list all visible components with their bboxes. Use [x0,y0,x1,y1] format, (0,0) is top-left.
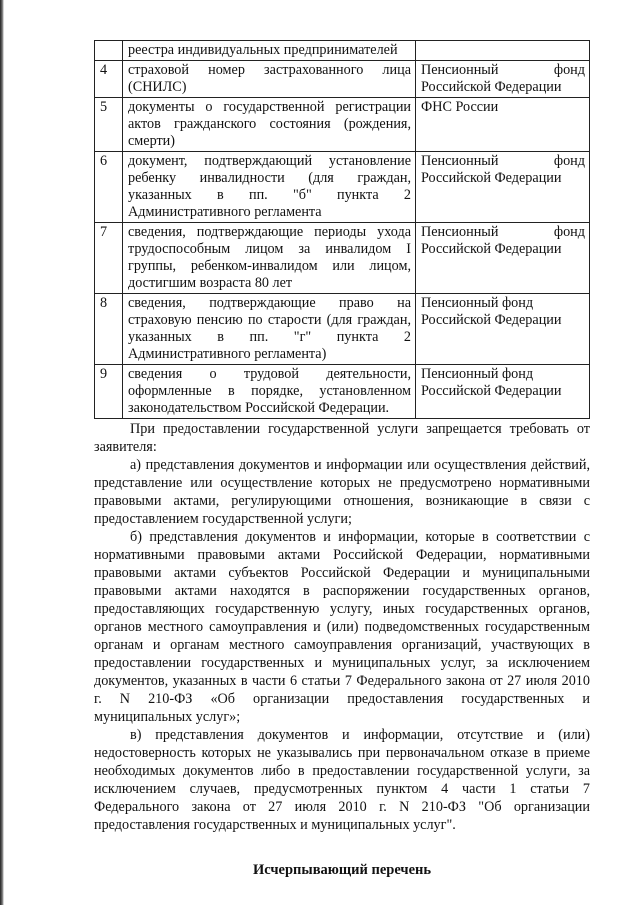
document-name: документ, подтверждающий установление ребенку инвалидности (для граждан, указанных в пп. "б" пункта 2 Административного регламента [123,152,416,223]
organization-line: Пенсионный фонд [421,295,534,311]
table-row [95,98,590,152]
row-number [95,41,123,61]
organization-word: фонд [553,153,585,169]
organization-line: Российской Федерации [421,312,562,328]
row-number: 8 [95,294,123,365]
table-row [95,365,590,419]
documents-table [94,40,590,419]
document-name: сведения, подтверждающие право на страховую пенсию по старости (для граждан, указанных в пп. "г" пункта 2 Административного регламента) [123,294,416,365]
organization-cell [416,61,590,98]
organization-cell [416,223,590,294]
organization-line: ФНС России [421,99,499,115]
organization-cell [416,152,590,223]
organization-line [421,153,585,170]
organization-line [421,62,585,79]
document-name: реестра индивидуальных предпринимателей [123,41,416,61]
organization-line: Российской Федерации [421,79,562,95]
organization-cell [416,294,590,365]
table-row [95,294,590,365]
organization-word: Пенсионный [421,62,499,78]
table-row [95,152,590,223]
section-heading: Исчерпывающий перечень [252,862,432,878]
organization-word: фонд [553,62,585,78]
table-row [95,41,590,61]
organization-line: Российской Федерации [421,170,562,186]
document-name: документы о государственной регистрации актов гражданского состояния (рождения, смерти) [123,98,416,152]
paragraph-c: в) представления документов и информации, отсутствие и (или) недостоверность которых не указывались при первоначальном отказе в приеме необходимых документов либо в предоставлении государственной услуги, за исключением случаев, предусмотренных пунктом 4 части 1 статьи 7 Федерального закона от 27 июля 2010 г. N 210-ФЗ "Об организации предоставления государственных и муниципальных услуг". [94,727,590,833]
paragraph-b: б) представления документов и информации, которые в соответствии с нормативными правовыми актами Российской Федерации, нормативными правовыми актами субъектов Российской Федерации и муниципальными правовыми актами находятся в распоряжении государственных органов, предоставляющих государственную услугу, иных государственных органов, органов местного самоуправления и (или) подведомственных государственным органам и органам местного самоуправления организаций, участвующих в предоставлении государственных и муниципальных услуг, за исключением документов, указанных в части 6 статьи 7 Федерального закона от 27 июля 2010 г. N 210-ФЗ «Об организации предоставления государственных и муниципальных услуг»; [94,529,590,725]
row-number: 6 [95,152,123,223]
document-name: сведения о трудовой деятельности, оформленные в порядке, установленном законодательством Российской Федерации. [123,365,416,419]
row-number: 9 [95,365,123,419]
row-number: 5 [95,98,123,152]
organization-cell [416,98,590,152]
organization-word: Пенсионный [421,224,499,240]
organization-line: Пенсионный фонд [421,366,534,382]
document-name: сведения, подтверждающие периоды ухода трудоспособным лицом за инвалидом I группы, ребенком-инвалидом или лицом, достигшим возраста 80 лет [123,223,416,294]
document-name: страховой номер застрахованного лица (СНИЛС) [123,61,416,98]
body-text [94,420,590,834]
row-number: 4 [95,61,123,98]
paragraph-a: а) представления документов и информации или осуществления действий, представление или осуществление которых не предусмотрено нормативными правовыми актами, регулирующими отношения, возникающие в связи с предоставлением государственной услуги; [94,457,590,527]
organization-line: Российской Федерации [421,383,562,399]
paragraph-intro: При предоставлении государственной услуги запрещается требовать от заявителя: [94,421,590,455]
organization-line [421,224,585,241]
document-page [94,40,590,879]
table-row [95,61,590,98]
organization-cell [416,41,590,61]
row-number: 7 [95,223,123,294]
organization-word: Пенсионный [421,153,499,169]
organization-cell [416,365,590,419]
table-row [95,223,590,294]
scan-edge [0,0,4,905]
organization-word: фонд [553,224,585,240]
organization-line: Российской Федерации [421,241,562,257]
